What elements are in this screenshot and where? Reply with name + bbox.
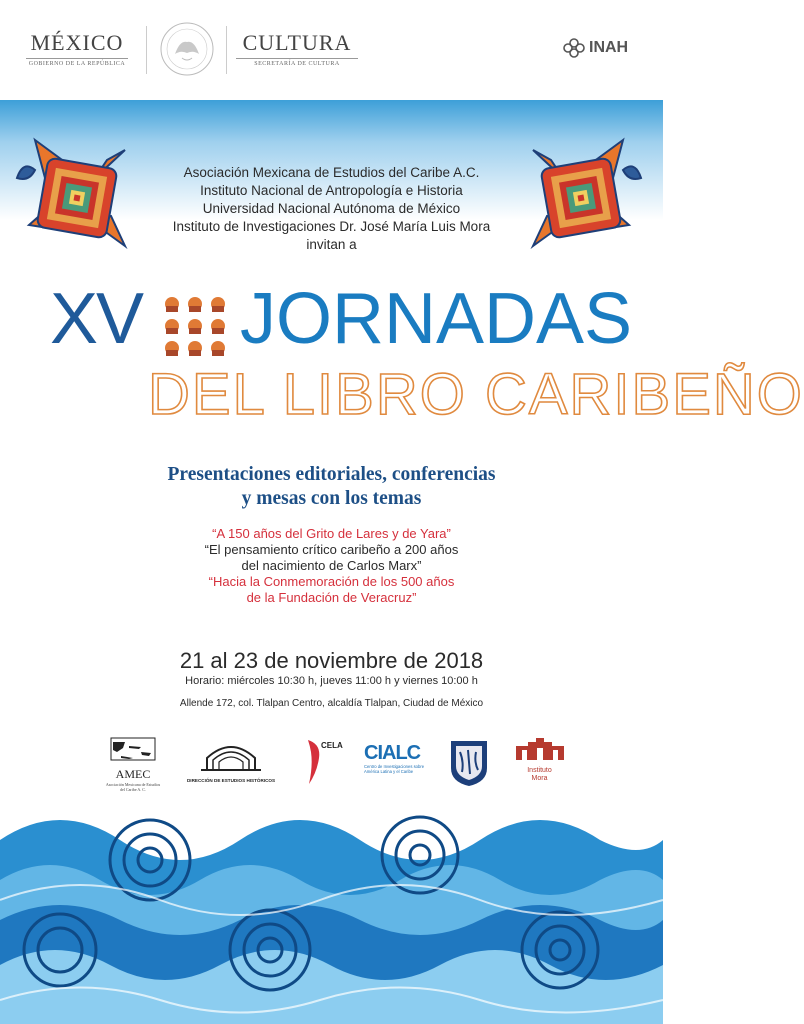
mexico-logo-subtitle: GOBIERNO DE LA REPÚBLICA [28, 61, 126, 67]
event-address: Allende 172, col. Tlalpan Centro, alcaldía Tlalpan, Ciudad de México [179, 698, 484, 709]
ocean-waves-illustration [0, 800, 663, 1024]
header-divider [226, 26, 227, 74]
event-schedule: Horario: miércoles 10:30 h, jueves 11:00 h y viernes 10:00 h [185, 675, 478, 687]
mexican-seal-icon [158, 20, 216, 78]
organizers-block [150, 164, 513, 254]
invitation-line: invitan a [306, 237, 357, 252]
theme-line: de la Fundación de Veracruz” [246, 590, 417, 605]
cela-logo [305, 738, 345, 788]
title-secondary: DEL LIBRO CARIBEÑO [148, 362, 804, 427]
theme-line: “Hacia la Conmemoración de los 500 años [208, 574, 455, 589]
event-subtitle [100, 463, 563, 511]
theme-line: del nacimiento de Carlos Marx” [241, 558, 422, 573]
turtle-ornament-icon [523, 130, 643, 260]
turtle-ornament-icon [15, 130, 135, 260]
title-main: JORNADAS [240, 279, 633, 359]
header-divider [146, 26, 147, 74]
amec-logo [103, 738, 163, 793]
cultura-logo [232, 30, 362, 67]
subtitle-line: y mesas con los temas [241, 488, 422, 509]
cialc-logo-name: CIALC [364, 742, 421, 764]
themes-list [120, 526, 543, 606]
title-numeral: XV [50, 279, 143, 359]
cultura-logo-name: CULTURA [242, 30, 352, 55]
cialc-logo [364, 742, 432, 787]
organizer-line: Instituto Nacional de Antropología e Historia [200, 183, 463, 198]
organizer-line: Asociación Mexicana de Estudios del Caribe A.C. [183, 165, 480, 180]
mora-logo-name-2: Mora [531, 775, 548, 782]
mora-building-icon [514, 738, 566, 762]
inah-logo [562, 38, 628, 58]
mora-logo-name: Instituto [527, 767, 552, 774]
deh-logo-name: DIRECCIÓN DE ESTUDIOS HISTÓRICOS [186, 778, 276, 783]
cultura-logo-subtitle: SECRETARÍA DE CULTURA [254, 61, 340, 67]
deh-logo [180, 742, 282, 787]
instituto-mora-logo [512, 738, 567, 793]
cialc-logo-subtitle: Centro de Investigaciones sobre América Latina y el Caribe [364, 764, 425, 774]
amec-logo-name: AMEC [115, 767, 151, 781]
amec-logo-subtitle: Asociación Mexicana de Estudios del Caribe A. C. [105, 782, 161, 792]
cela-logo-name: CELA [321, 741, 343, 750]
subtitle-line: Presentaciones editoriales, conferencias [167, 464, 496, 485]
event-date: 21 al 23 de noviembre de 2018 [179, 648, 484, 673]
mexico-gobierno-logo [22, 30, 132, 67]
caribbean-map-icon [111, 738, 155, 760]
unam-shield-icon [448, 738, 490, 788]
inah-emblem-icon [562, 38, 586, 58]
header-bar [0, 0, 663, 100]
theme-line: “A 150 años del Grito de Lares y de Yara” [212, 526, 451, 541]
organizer-line: Instituto de Investigaciones Dr. José María Luis Mora [172, 219, 491, 234]
arch-building-icon [201, 742, 261, 772]
organizer-line: Universidad Nacional Autónoma de México [202, 201, 461, 216]
mexico-logo-name: MÉXICO [30, 30, 124, 55]
theme-line: “El pensamiento crítico caribeño a 200 años [204, 542, 459, 557]
glyph-ornaments-icon [162, 292, 234, 360]
inah-logo-name: INAH [589, 39, 629, 56]
